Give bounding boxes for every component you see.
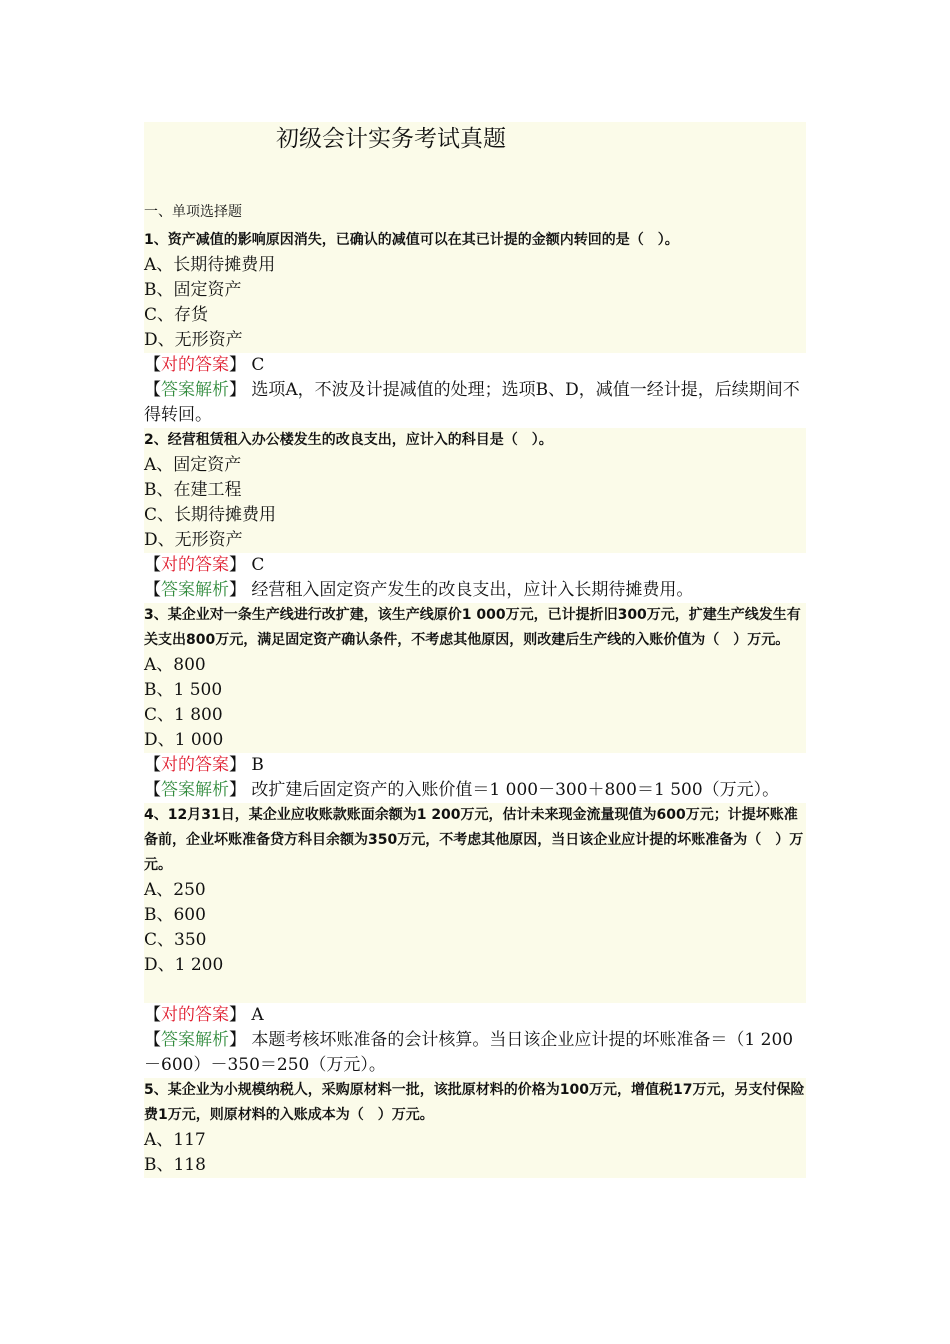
answer-label: 对的答案 bbox=[161, 355, 229, 375]
question-block bbox=[144, 803, 806, 1078]
answer-value: B bbox=[251, 755, 264, 775]
explanation-text: 改扩建后固定资产的入账价值＝1 000－300＋800＝1 500（万元）。 bbox=[251, 780, 780, 800]
option: B、1 500 bbox=[144, 680, 223, 700]
answer-label: 对的答案 bbox=[161, 1005, 229, 1025]
answer-label: 对的答案 bbox=[161, 555, 229, 575]
option: C、350 bbox=[144, 930, 207, 950]
answer-line: 【对的答案】 B bbox=[144, 753, 806, 778]
document-title: 初级会计实务考试真题 bbox=[276, 126, 506, 152]
explanation-line: 【答案解析】 本题考核坏账准备的会计核算。当日该企业应计提的坏账准备＝（1 200－600）－350＝250（万元）。 bbox=[144, 1028, 806, 1078]
option: A、固定资产 bbox=[144, 455, 242, 475]
question-stem: 3、某企业对一条生产线进行改扩建，该生产线原价1 000万元，已计提折旧300万元，扩建生产线发生有关支出800万元，满足固定资产确认条件，不考虑其他原因，则改建后生产线的入账价值为（ ）万元。 bbox=[144, 607, 801, 648]
answer-value: C bbox=[251, 355, 265, 375]
option: B、在建工程 bbox=[144, 480, 242, 500]
option: A、250 bbox=[144, 880, 206, 900]
explanation-text: 选项A，不波及计提减值的处理；选项B、D，减值一经计提，后续期间不得转回。 bbox=[144, 380, 800, 425]
question-stem: 5、某企业为小规模纳税人，采购原材料一批，该批原材料的价格为100万元，增值税17万元，另支付保险费1万元，则原材料的入账成本为（ ）万元。 bbox=[144, 1082, 805, 1123]
answer-line: 【对的答案】 C bbox=[144, 353, 806, 378]
question-stem: 1、资产减值的影响原因消失，已确认的减值可以在其已计提的金额内转回的是（ ）。 bbox=[144, 232, 679, 248]
question-block bbox=[144, 228, 806, 428]
explanation-label: 答案解析 bbox=[161, 580, 229, 600]
blank-gap bbox=[144, 978, 806, 1003]
answer-value: C bbox=[251, 555, 265, 575]
option: B、600 bbox=[144, 905, 206, 925]
explanation-text: 经营租入固定资产发生的改良支出，应计入长期待摊费用。 bbox=[251, 580, 694, 600]
option: C、存货 bbox=[144, 305, 209, 325]
question-block bbox=[144, 428, 806, 603]
option: D、1 000 bbox=[144, 730, 224, 750]
option: C、1 800 bbox=[144, 705, 223, 725]
option: B、固定资产 bbox=[144, 280, 242, 300]
option: B、118 bbox=[144, 1155, 206, 1175]
document-page bbox=[144, 122, 806, 1178]
answer-line: 【对的答案】 A bbox=[144, 1003, 806, 1028]
explanation-line: 【答案解析】 经营租入固定资产发生的改良支出，应计入长期待摊费用。 bbox=[144, 578, 806, 603]
answer-value: A bbox=[251, 1005, 264, 1025]
explanation-line: 【答案解析】 改扩建后固定资产的入账价值＝1 000－300＋800＝1 500（万元）。 bbox=[144, 778, 806, 803]
question-stem: 4、12月31日，某企业应收账款账面余额为1 200万元，估计未来现金流量现值为600万元；计提坏账准备前，企业坏账准备贷方科目余额为350万元，不考虑其他原因，当日该企业应计提的坏账准备为（ ）万元。 bbox=[144, 807, 804, 873]
option: D、无形资产 bbox=[144, 330, 243, 350]
question-block bbox=[144, 1078, 806, 1178]
explanation-label: 答案解析 bbox=[161, 780, 229, 800]
explanation-label: 答案解析 bbox=[161, 380, 229, 400]
option: A、117 bbox=[144, 1130, 206, 1150]
question-stem: 2、经营租赁租入办公楼发生的改良支出，应计入的科目是（ ）。 bbox=[144, 432, 553, 448]
option: D、无形资产 bbox=[144, 530, 243, 550]
question-block bbox=[144, 603, 806, 803]
answer-line: 【对的答案】 C bbox=[144, 553, 806, 578]
option: D、1 200 bbox=[144, 955, 224, 975]
answer-label: 对的答案 bbox=[161, 755, 229, 775]
option: A、长期待摊费用 bbox=[144, 255, 276, 275]
explanation-line: 【答案解析】 选项A，不波及计提减值的处理；选项B、D，减值一经计提，后续期间不得转回。 bbox=[144, 378, 806, 428]
section-title: 一、单项选择题 bbox=[144, 204, 242, 220]
option: C、长期待摊费用 bbox=[144, 505, 277, 525]
option: A、800 bbox=[144, 655, 206, 675]
explanation-text: 本题考核坏账准备的会计核算。当日该企业应计提的坏账准备＝（1 200－600）－350＝250（万元）。 bbox=[144, 1030, 794, 1075]
explanation-label: 答案解析 bbox=[161, 1030, 229, 1050]
